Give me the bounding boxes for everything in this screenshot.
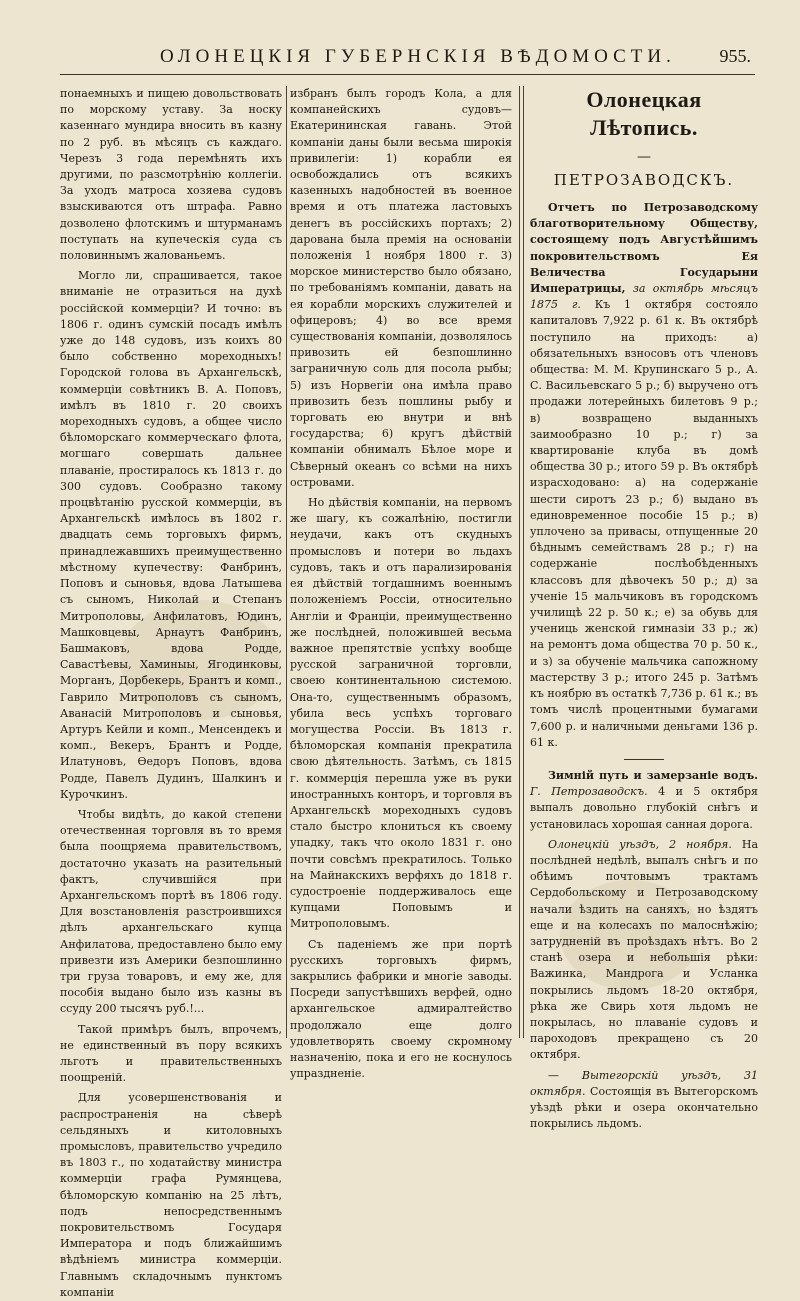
paragraph: Чтобы видѣть, до какой степени отечественная торговля въ то время была поощряема правительствомъ, достаточно указать на разительный фактъ, случившійся при Архангельскомъ портѣ въ 1806 году. Для возстановленія разстроившихся дѣлъ архангельскаго купца Анфилатова, предоставлено было ему привезти изъ Америки безпошлинно три груза товаровъ, и ему же, для пособія выдано было изъ казны въ ссуду 200 тысячъ руб.!... [60, 807, 282, 1016]
section-rule [624, 759, 664, 760]
report-lead: Отчетъ по Петрозаводскому благотворительному Обществу, состоящему подъ Августѣйшимъ покровительствомъ Ея Величества Государыни Императрицы, [530, 201, 758, 296]
olonets-note [530, 837, 758, 1064]
column-middle [290, 86, 512, 1081]
paragraph: избранъ былъ городъ Кола, а для компанейскихъ судовъ—Екатерининская гавань. Этой компаніи даны были весьма широкія привилегіи: 1) корабли ея освобождались отъ всякихъ казенныхъ надобностей въ военное время и отъ платежа ластовыхъ денегъ въ россійскихъ портахъ; 2) дарована была премія на основаніи положенія 1 ноября 1800 г. 3) морское министерство было обязано, по требованіямъ компаніи, давать на ея корабли морскихъ служителей и офицеровъ; 4) во все время существованія компаніи, дозволялось привозить ей безпошлинно заграничную соль для посола рыбы; 5) изъ Норвегіи она имѣла право привозить безъ пошлины рыбу и торговать ею внутри и внѣ государства; 6) кругъ дѣйствій компаніи обнималъ Бѣлое море и Сѣверный океанъ со всѣми на нихъ островами. [290, 87, 512, 489]
paragraph: Могло ли, спрашивается, такое вниманіе не отразиться на духѣ россійской коммерціи? И точно: въ 1806 г. одинъ сумскій посадъ имѣлъ уже до 148 судовъ, изъ коихъ 80 было собственно мореходныхъ! Городской голова въ Архангельскѣ, коммерціи совѣтникъ В. А. Поповъ, имѣлъ въ 1810 г. 20 своихъ мореходныхъ судовъ, а общее число бѣломорскаго коммерческаго флота, могшаго совершать дальнее плаваніе, простиралось къ 1813 г. до 300 судовъ. Сообразно такому процвѣтанію русской коммерціи, въ Архангельскѣ имѣлось въ 1802 г. двадцать семь торговыхъ фирмъ, принадлежавшихъ преимущественно мѣстному купечеству: Фанбринъ, Поповъ и сыновья, вдова Латышева съ сыномъ, Николай и Степанъ Митрополовы, Анфилатовъ, Юдинъ, Машковцевы, Арнаутъ Фанбринъ, Башмаковъ, вдова Родде, Савастѣевы, Хаминыы, Ягодинковы, Морганъ, Дорбекерь, Брантъ и комп., Гаврило Митрополовъ съ сыномъ, Аванасій Митрополовъ и сыновья, Артуръ Кейли и комп., Менсендекъ и комп., Векеръ, Брантъ и Родде, Илатуновъ, Ѳедоръ Поповъ, вдова Родде, Павелъ Дудинъ, Шалкинъ и Курочкинъ. [60, 269, 282, 801]
report-body: Къ 1 октября состояло капиталовъ 7,922 р. 61 к. Въ октябрѣ поступило на приходъ: а) обязательныхъ взносовъ отъ членовъ общества: М. М. Крупинскаго 5 р., А. С. Васильевскаго 5 р.; б) выручено отъ продажи лотерейныхъ билетовъ 9 р.; в) возвращено выданныхъ заимообразно 10 р.; г) за квартированіе клуба въ домѣ общества 30 р.; итого 59 р. Въ октябрѣ израсходовано: а) на содержаніе шести сиротъ 23 р.; б) выдано въ единовременное пособіе 15 р.; в) уплочено за привасы, отпущенные 20 бѣднымъ семействамъ 28 р.; г) на содержаніе послѣобѣденныхъ классовъ для дѣвочекъ 50 р.; д) за ученіе 15 мальчиковъ въ городскомъ училищѣ 22 р. 50 к.; е) за обувь для учениць женской гимназіи 33 р.; ж) на ремонтъ дома общества 70 р. 50 к., и з) за обученіе мальчика сапожному мастерству 3 р.; итого 245 р. Затѣмъ къ ноябрю въ остаткѣ 7,736 р. 61 к.; въ томъ числѣ процентными бумагами 7,600 р. и наличными деньгами 136 р. 61 к. [530, 298, 759, 749]
paragraph: понаемныхъ и пищею довольствовать по морскому уставу. За носку казеннаго мундира вносить въ казну по 2 руб. въ мѣсяцъ съ каждаго. Черезъ 3 года перемѣнять ихъ другими, по разсмотрѣнію коллегіи. За уходъ матроса хозяева судовъ взыскиваются отъ штрафа. Равно дозволено флотскимъ и штурманамъ поступать на купеческія суда съ половиннымъ жалованьемъ. [60, 87, 282, 263]
page-number: 955. [719, 46, 751, 66]
report-date: за октябрь мѣсяцъ 1875 г. [530, 282, 759, 312]
winter-body: 4 и 5 октября выпалъ довольно глубокій снѣгъ и установилась хорошая санная дорога. [530, 785, 758, 831]
paragraph: Такой примѣръ былъ, впрочемъ, не единственный въ пору всякихъ льготъ и правительственныхъ поощреній. [60, 1022, 282, 1085]
title-dash: — [637, 149, 651, 165]
vytegra-place: — Вытегорскій уѣздъ, 31 октября. [530, 1068, 758, 1098]
olonets-body: На послѣдней недѣлѣ, выпалъ снѣгъ и по обѣимъ почтовымъ трактамъ Сердобольскому и Петрозаводскому начали ѣздить на саняхъ, но ѣздятъ еще и на колесахъ по малоснѣжію; затрудненій въ проѣздахъ нѣтъ. Во 2 станѣ озера и небольшія рѣки: Важинка, Мандрога и Усланка покрылись льдомъ 18-20 октября, рѣка же Свирь хотя льдомъ не покрылась, но плаваніе судовъ и пароходовъ прекращено съ 20 октября. [530, 837, 759, 1062]
column-divider-double [519, 86, 524, 1038]
page-header [60, 40, 755, 75]
newspaper-title: ОЛОНЕЦКІЯ ГУБЕРНСКІЯ ВѢДОМОСТИ. [160, 46, 676, 67]
column-chronicle [530, 86, 759, 1131]
winter-lead: Зимній путь и замерзаніе водъ. [548, 768, 758, 782]
paragraph: Для усовершенствованія и распространенія на сѣверѣ сельдяныхъ и китоловныхъ промысловъ, правительство учредило въ 1803 г., по ходатайству министра коммерціи графа Румянцева, бѣломорскую компанію на 25 лѣтъ, подъ непосредственнымъ покровительствомъ Государя Императора и подъ ближайшимъ вѣдѣніемъ министра коммерціи. Главнымъ складочнымъ пунктомъ компаніи [60, 1091, 282, 1299]
paragraph: Съ паденіемъ же при портѣ русскихъ торговыхъ фирмъ, закрылись фабрики и многіе заводы. Посреди запустѣвшихъ верфей, одно архангельское адмиралтейство продолжало еще долго удовлетворять своему скромному назначенію, пока и его не коснулось упраздненіе. [290, 937, 512, 1081]
winter-place: Г. Петрозаводскъ. [530, 785, 648, 799]
vytegra-note [530, 1068, 758, 1133]
winter-route-note [530, 768, 758, 833]
charity-report [530, 200, 758, 751]
column-divider [286, 86, 287, 1038]
olonets-place: Олонецкій уѣздъ, 2 ноября. [548, 837, 732, 851]
column-left [60, 86, 282, 1299]
paragraph: Но дѣйствія компаніи, на первомъ же шагу, къ сожалѣнію, постигли неудачи, какъ отъ скудныхъ промысловъ и потери во льдахъ судовъ, такъ и отъ парализированія ея дѣйствій тогдашнимъ военнымъ положеніемъ Россіи, относительно Англіи и Франціи, преимущественно же послѣдней, положившей весьма важное препятствіе успѣху вообще русской заграничной торговли, своею континентальною системою. Она-то, существеннымъ образомъ, убила весь успѣхъ торговаго могущества Россіи. Въ 1813 г. бѣломорская компанія прекратила свою дѣятельность. Затѣмъ, съ 1815 г. коммерція перешла уже въ руки иностранныхъ конторъ, и торговля въ Архангельскѣ мореходныхъ судовъ стало быстро клониться къ своему упадку, такъ что около 1831 г. оно почти совсѣмъ прекратилось. Только на Майнакскихъ верфяхъ до 1818 г. судостроеніе поддерживалось еще купцами Поповымъ и Митрополовымъ. [290, 496, 512, 931]
chronicle-title: Олонецкая Лѣтопись. [586, 87, 702, 140]
chronicle-city: ПЕТРОЗАВОДСКЪ. [553, 171, 735, 189]
vytegra-body: Состоящія въ Вытегорскомъ уѣздѣ рѣки и озера окончательно покрылись льдомъ. [530, 1084, 759, 1131]
